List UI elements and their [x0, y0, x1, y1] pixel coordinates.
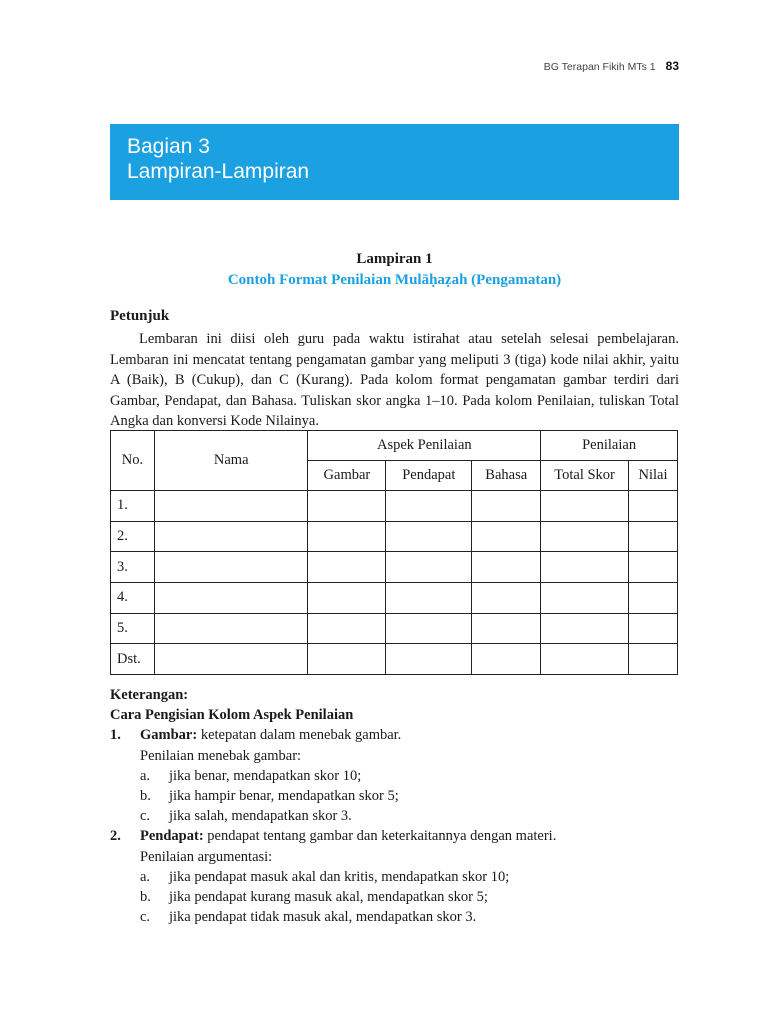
cell-pendapat: [386, 613, 472, 644]
table-row: [111, 613, 678, 644]
row-number: 5.: [111, 613, 155, 644]
note-sub-item: [110, 766, 679, 786]
cell-nilai: [628, 613, 677, 644]
note-intro: Penilaian menebak gambar:: [140, 747, 302, 764]
row-number: Dst.: [111, 644, 155, 675]
cell-gambar: [308, 552, 386, 583]
header-no: No.: [111, 431, 155, 491]
notes-items: [110, 725, 679, 927]
cell-gambar: [308, 583, 386, 614]
row-number: 3.: [111, 552, 155, 583]
cell-total-skor: [541, 552, 629, 583]
cell-nama: [154, 583, 308, 614]
sub-item-letter: c.: [140, 808, 151, 825]
cell-gambar: [308, 491, 386, 522]
sub-item-text: jika pendapat tidak masuk akal, mendapatkan skor 3.: [169, 909, 477, 926]
table-row: [111, 552, 678, 583]
note-item: [110, 826, 679, 846]
row-number: 1.: [111, 491, 155, 522]
note-item: [110, 725, 679, 745]
note-description: pendapat tentang gambar dan keterkaitannya dengan materi.: [203, 828, 557, 845]
note-label: Gambar:: [140, 727, 198, 744]
instructions-heading: Petunjuk: [110, 308, 170, 324]
section-banner: [110, 124, 679, 200]
table-row: [111, 521, 678, 552]
assessment-table: [110, 430, 678, 675]
cell-pendapat: [386, 552, 472, 583]
cell-bahasa: [472, 521, 541, 552]
cell-bahasa: [472, 644, 541, 675]
sub-item-letter: b.: [140, 788, 151, 805]
cell-total-skor: [541, 583, 629, 614]
cell-nilai: [628, 521, 677, 552]
cell-pendapat: [386, 491, 472, 522]
note-sub-item: [110, 907, 679, 927]
note-intro: Penilaian argumentasi:: [140, 848, 273, 865]
cell-total-skor: [541, 613, 629, 644]
cell-gambar: [308, 613, 386, 644]
sub-item-letter: c.: [140, 909, 151, 926]
page-number: 83: [665, 59, 679, 73]
cell-total-skor: [541, 521, 629, 552]
appendix-title: Lampiran 1: [356, 251, 433, 267]
note-description: ketepatan dalam menebak gambar.: [197, 727, 402, 744]
notes-heading: Keterangan:: [110, 687, 189, 703]
sub-item-text: jika salah, mendapatkan skor 3.: [169, 808, 352, 825]
row-number: 4.: [111, 583, 155, 614]
header-pendapat: Pendapat: [386, 461, 472, 491]
note-body: [110, 826, 679, 846]
cell-pendapat: [386, 521, 472, 552]
cell-bahasa: [472, 583, 541, 614]
note-body: [110, 725, 679, 745]
instructions-body: [110, 329, 679, 432]
header-nama: Nama: [154, 431, 308, 491]
cell-nilai: [628, 644, 677, 675]
sub-item-text: jika pendapat kurang masuk akal, mendapatkan skor 5;: [169, 889, 488, 906]
table-row: [111, 583, 678, 614]
book-title: BG Terapan Fikih MTs 1: [543, 61, 656, 73]
sub-item-text: jika hampir benar, mendapatkan skor 5;: [169, 788, 399, 805]
cell-total-skor: [541, 491, 629, 522]
header-total-skor: Total Skor: [541, 461, 629, 491]
table-body: [111, 491, 678, 675]
cell-nama: [154, 491, 308, 522]
cell-bahasa: [472, 552, 541, 583]
cell-nilai: [628, 552, 677, 583]
appendix-subtitle: Contoh Format Penilaian Mulāḥaẓah (Pengamatan): [227, 272, 562, 288]
cell-bahasa: [472, 613, 541, 644]
cell-pendapat: [386, 583, 472, 614]
instructions-paragraph: Lembaran ini diisi oleh guru pada waktu istirahat atau setelah selesai pembelajaran. Lembaran ini mencatat tentang pengamatan gambar yang meliputi 3 (tiga) kode nilai akhir, yaitu A (Baik), B (Cukup), dan C (Kurang). Pada kolom format pengamatan gambar terdiri dari Gambar, Pendapat, dan Bahasa. Tuliskan skor angka 1–10. Pada kolom Penilaian, tuliskan Total Angka dan konversi Kode Nilainya.: [110, 331, 679, 429]
note-sub-item: [110, 887, 679, 907]
note-sub-item: [110, 786, 679, 806]
note-number: 2.: [110, 828, 121, 845]
note-sub-item: [110, 806, 679, 826]
table-row: [111, 644, 678, 675]
notes-subheading: Cara Pengisian Kolom Aspek Penilaian: [110, 707, 354, 724]
section-number: Bagian 3: [127, 135, 210, 158]
sub-item-letter: b.: [140, 889, 151, 906]
cell-nama: [154, 552, 308, 583]
cell-nilai: [628, 491, 677, 522]
cell-gambar: [308, 644, 386, 675]
sub-item-text: jika benar, mendapatkan skor 10;: [169, 767, 362, 784]
row-number: 2.: [111, 521, 155, 552]
cell-nama: [154, 644, 308, 675]
header-aspek-penilaian: Aspek Penilaian: [308, 431, 541, 461]
note-label: Pendapat:: [140, 828, 204, 845]
header-gambar: Gambar: [308, 461, 386, 491]
note-number: 1.: [110, 727, 121, 744]
cell-nama: [154, 613, 308, 644]
header-bahasa: Bahasa: [472, 461, 541, 491]
sub-item-letter: a.: [140, 767, 151, 784]
section-title: Lampiran-Lampiran: [127, 160, 310, 183]
sub-item-text: jika pendapat masuk akal dan kritis, mendapatkan skor 10;: [169, 868, 510, 885]
cell-pendapat: [386, 644, 472, 675]
running-header: [544, 59, 679, 73]
header-nilai: Nilai: [628, 461, 677, 491]
notes-section: [110, 685, 679, 927]
cell-bahasa: [472, 491, 541, 522]
cell-nama: [154, 521, 308, 552]
sub-item-letter: a.: [140, 868, 151, 885]
cell-nilai: [628, 583, 677, 614]
table-row: [111, 491, 678, 522]
header-penilaian: Penilaian: [541, 431, 678, 461]
cell-total-skor: [541, 644, 629, 675]
note-sub-item: [110, 867, 679, 887]
cell-gambar: [308, 521, 386, 552]
